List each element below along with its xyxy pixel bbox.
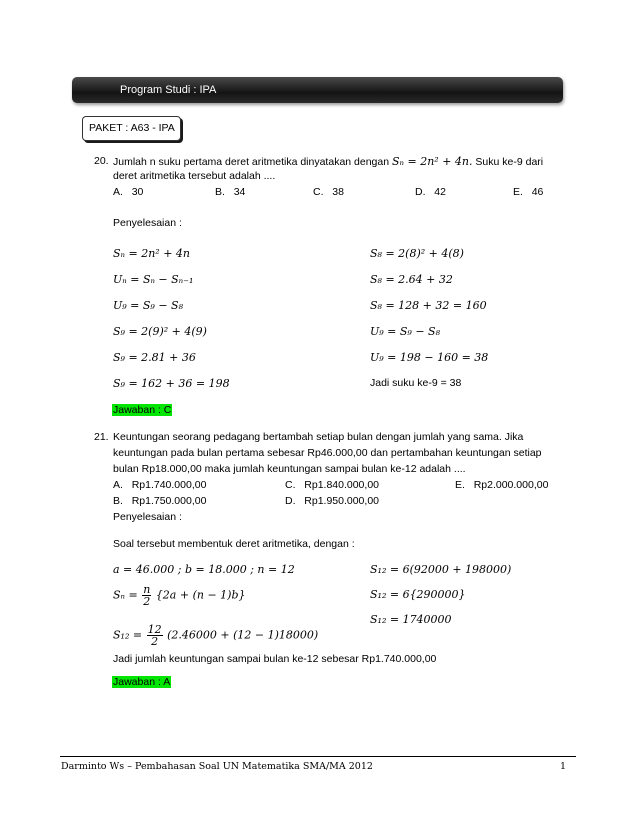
option-value: 30 [131, 186, 144, 198]
q21-right-step: S₁₂ = 6(92000 + 198000) [370, 563, 512, 576]
s12-fraction [147, 624, 163, 647]
q21-number: 21. [94, 431, 109, 443]
q20-conclusion: Jadi suku ke-9 = 38 [370, 377, 462, 389]
q20-right-step: U₉ = S₉ − S₈ [370, 325, 440, 338]
q20-line1-b: Suku ke-9 dari [475, 156, 544, 168]
q21-sn-formula [113, 584, 246, 607]
q21-option-a [113, 479, 206, 491]
option-letter: B. [113, 495, 123, 507]
q20-option-d [415, 186, 446, 198]
q20-line1 [113, 155, 543, 168]
q21-right-step: S₁₂ = 1740000 [370, 613, 452, 626]
sn-rhs: {2a + (n − 1)b} [155, 588, 246, 602]
q20-option-c [313, 186, 344, 198]
q20-option-a [113, 186, 143, 198]
option-letter: D. [415, 186, 426, 198]
option-value: 42 [434, 186, 446, 198]
q20-option-b [215, 186, 245, 198]
q21-answer-highlight: Jawaban : A [113, 676, 171, 688]
footer-text: Darminto Ws – Pembahasan Soal UN Matematika SMA/MA 2012 [61, 761, 373, 772]
option-value: 34 [233, 186, 246, 198]
s12-rhs: (2.46000 + (12 − 1)18000) [167, 628, 319, 642]
s12-denominator: 2 [151, 635, 159, 648]
q20-formula-inline: Sₙ = 2n² + 4n. [392, 155, 473, 168]
s12-numerator: 12 [147, 623, 162, 636]
option-letter: C. [313, 186, 324, 198]
q20-left-step: Uₙ = Sₙ − Sₙ₋₁ [113, 273, 194, 286]
q21-penyelesaian: Penyelesaian : [113, 511, 182, 523]
sn-lhs: Sₙ = [113, 588, 138, 602]
option-value: 38 [332, 186, 344, 198]
q20-answer-highlight: Jawaban : C [113, 404, 172, 416]
option-letter: B. [215, 186, 225, 198]
q20-right-step: S₈ = 2.64 + 32 [370, 273, 453, 286]
q21-s12-formula [113, 624, 318, 647]
q20-line2: deret aritmetika tersebut adalah .... [113, 170, 276, 182]
q20-number: 20. [94, 155, 109, 167]
option-value: Rp1.840.000,00 [304, 479, 379, 491]
q20-right-step: U₉ = 198 − 160 = 38 [370, 351, 489, 364]
sn-denominator: 2 [143, 595, 151, 608]
s12-lhs: S₁₂ = [113, 628, 143, 642]
page-number: 1 [560, 761, 567, 772]
option-value: Rp1.950.000,00 [304, 495, 379, 507]
paket-label-box [82, 116, 181, 141]
q21-answer [112, 676, 171, 688]
option-value: 46 [531, 186, 544, 198]
sn-numerator: n [143, 583, 151, 596]
option-letter: D. [285, 495, 296, 507]
option-letter: E. [513, 186, 523, 198]
q21-option-b [113, 495, 206, 507]
q20-left-step: S₉ = 2.81 + 36 [113, 351, 196, 364]
q20-option-e [513, 186, 543, 198]
program-header-bar [72, 77, 563, 103]
option-letter: A. [113, 479, 123, 491]
option-value: Rp1.740.000,00 [131, 479, 207, 491]
sn-fraction [142, 584, 151, 607]
q20-left-step: Sₙ = 2n² + 4n [113, 247, 190, 260]
option-value: Rp1.750.000,00 [131, 495, 207, 507]
option-value: Rp2.000.000,00 [473, 479, 549, 491]
q21-conclusion: Jadi jumlah keuntungan sampai bulan ke-12 sebesar Rp1.740.000,00 [113, 653, 437, 665]
q21-intro: Soal tersebut membentuk deret aritmetika, dengan : [113, 538, 355, 550]
q20-left-step: S₉ = 162 + 36 = 198 [113, 377, 230, 390]
q21-option-d [285, 495, 379, 507]
q21-line: Keuntungan seorang pedagang bertambah setiap bulan dengan jumlah yang sama. Jika [113, 431, 524, 443]
q20-line1-a: Jumlah n suku pertama deret aritmetika dinyatakan dengan [113, 156, 390, 168]
q20-answer [112, 404, 172, 416]
q21-line: keuntungan pada bulan pertama sebesar Rp46.000,00 dan pertambahan keuntungan setiap [113, 447, 542, 459]
option-letter: E. [455, 479, 465, 491]
q21-line: bulan Rp18.000,00 maka jumlah keuntungan sampai bulan ke-12 adalah .... [113, 463, 466, 475]
q20-left-step: U₉ = S₉ − S₈ [113, 299, 183, 312]
q21-option-e [455, 479, 548, 491]
footer-divider [60, 756, 576, 757]
program-title: Program Studi : IPA [120, 84, 217, 96]
q20-right-step: S₈ = 128 + 32 = 160 [370, 299, 487, 312]
q20-penyelesaian: Penyelesaian : [113, 217, 182, 229]
q20-left-step: S₉ = 2(9)² + 4(9) [113, 325, 207, 338]
q20-right-step: S₈ = 2(8)² + 4(8) [370, 247, 464, 260]
q21-right-step: S₁₂ = 6{290000} [370, 588, 466, 601]
option-letter: A. [113, 186, 123, 198]
q21-given: a = 46.000 ; b = 18.000 ; n = 12 [113, 563, 295, 576]
q21-option-c [285, 479, 379, 491]
paket-label: PAKET : A63 - IPA [89, 122, 175, 134]
option-letter: C. [285, 479, 296, 491]
